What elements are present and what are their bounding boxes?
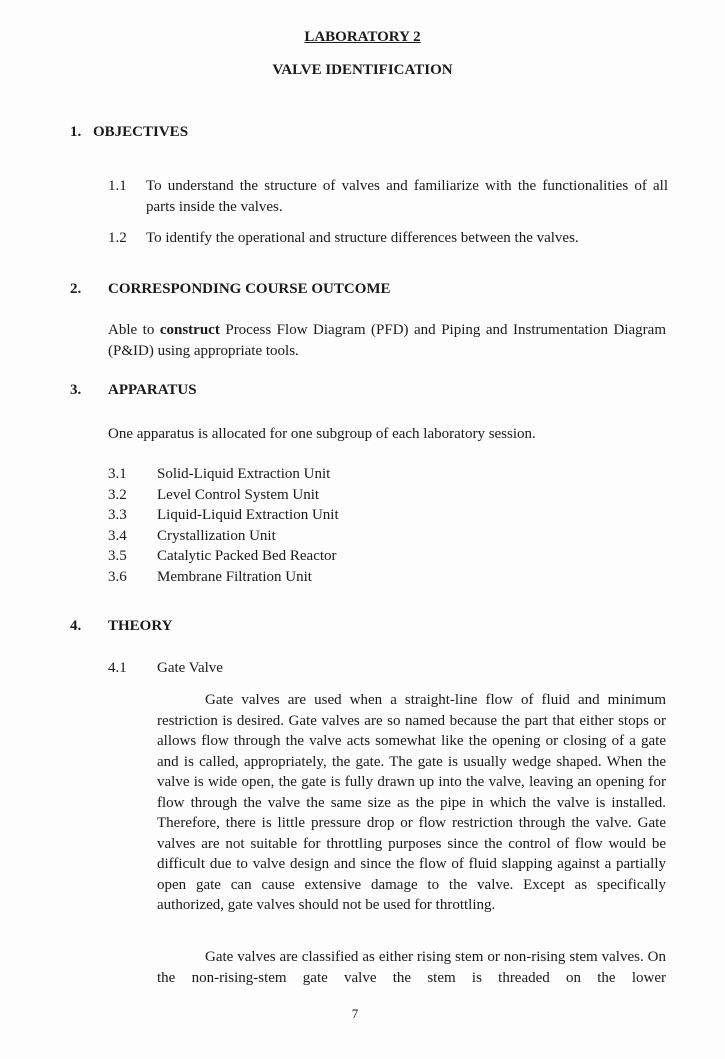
subsection-title: Gate Valve <box>157 660 223 676</box>
objective-2-number: 1.2 <box>108 230 127 246</box>
objective-2-text: To identify the operational and structure differences between the valves. <box>146 230 579 246</box>
page-number: 7 <box>351 1006 359 1021</box>
apparatus-item: Catalytic Packed Bed Reactor <box>157 548 337 564</box>
section-3-number: 3. <box>70 382 82 398</box>
apparatus-number: 3.4 <box>108 528 127 544</box>
section-2-number: 2. <box>70 281 82 297</box>
objective-1-text: To understand the structure of valves and familiarize with the functionalities of all parts inside the valves. <box>146 178 668 215</box>
apparatus-number: 3.2 <box>108 487 127 503</box>
apparatus-item: Membrane Filtration Unit <box>157 569 312 585</box>
lab-subtitle: VALVE IDENTIFICATION <box>272 62 453 78</box>
lab-title: LABORATORY 2 <box>304 29 421 45</box>
section-1-number: 1. <box>70 124 82 140</box>
section-4-heading: THEORY <box>108 618 173 634</box>
apparatus-item: Level Control System Unit <box>157 487 320 503</box>
section-4-number: 4. <box>70 618 82 634</box>
subsection-number: 4.1 <box>108 660 127 676</box>
apparatus-item: Liquid-Liquid Extraction Unit <box>157 507 339 523</box>
section-1-heading: OBJECTIVES <box>93 124 189 140</box>
gate-valve-paragraph-1: Gate valves are used when a straight-line flow of fluid and minimum restriction is desired. Gate valves are so named because the part that either stops or allows flow through the valve acts somewhat like the opening or closing of a gate and is called, appropriately, the gate. The gate is usually wedge shaped. When the valve is wide open, the gate is fully drawn up into the valve, leaving an opening for flow through the valve the same size as the pipe in which the valve is installed. Therefore, there is little pressure drop or flow restriction through the valve. Gate valves are not suitable for throttling purposes since the control of flow would be difficult due to valve design and since the flow of fluid slapping against a partially open gate can cause extensive damage to the valve. Except as specifically authorized, gate valves should not be used for throttling. <box>157 692 666 913</box>
apparatus-number: 3.3 <box>108 507 127 523</box>
apparatus-item: Crystallization Unit <box>157 528 276 544</box>
section-2-heading: CORRESPONDING COURSE OUTCOME <box>108 281 391 297</box>
course-outcome-text: Able to construct Process Flow Diagram (PFD) and Piping and Instrumentation Diagram (P&ID) using appropriate tools. <box>108 322 667 359</box>
apparatus-number: 3.5 <box>108 548 127 564</box>
apparatus-number: 3.1 <box>108 466 127 482</box>
section-3-heading: APPARATUS <box>108 382 197 398</box>
apparatus-number: 3.6 <box>108 569 127 585</box>
apparatus-intro: One apparatus is allocated for one subgroup of each laboratory session. <box>108 426 536 442</box>
gate-valve-paragraph-2: Gate valves are classified as either rising stem or non-rising stem valves. On the non-rising-stem gate valve the stem is threaded on the lower <box>157 949 666 986</box>
objective-1-number: 1.1 <box>108 178 127 194</box>
apparatus-item: Solid-Liquid Extraction Unit <box>157 466 331 482</box>
